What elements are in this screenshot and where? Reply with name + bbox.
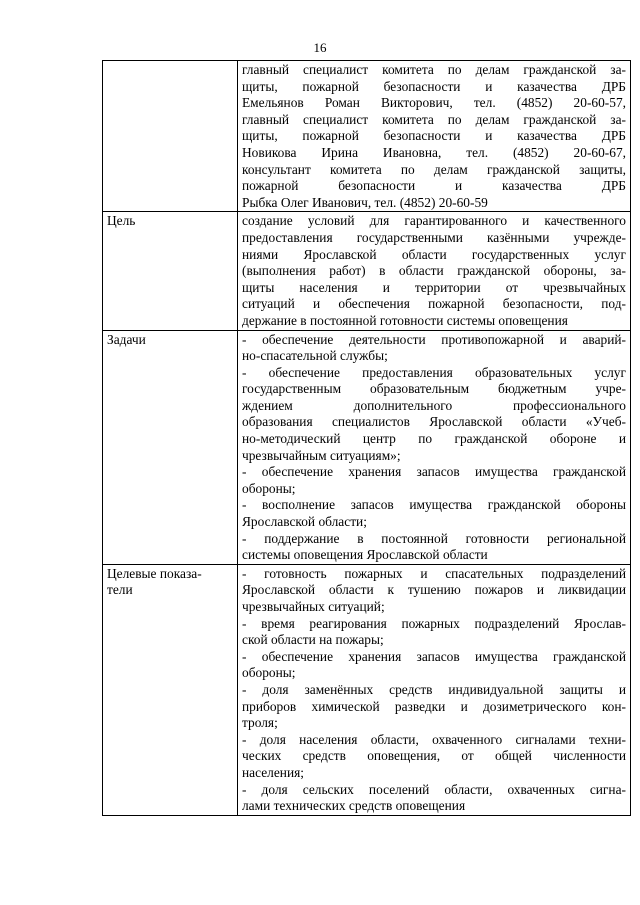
row-value-line: - доля населения области, охваченного сигналами техни-	[242, 731, 626, 747]
row-value-line: обороны;	[242, 480, 296, 496]
row-value-line: главный специалист комитета по делам гражданской за-	[242, 62, 626, 77]
row-label-line: тели	[107, 582, 133, 598]
row-label-cell	[103, 564, 238, 815]
row-value-cell	[238, 212, 631, 330]
row-value-line: - поддержание в постоянной готовности региональной	[242, 530, 626, 546]
row-value-line: ситуаций и обеспечения пожарной безопасности, под-	[242, 296, 626, 312]
program-passport-table	[102, 60, 631, 816]
row-value-line: ской области на пожары;	[242, 632, 384, 648]
row-label-line: Целевые показа-	[107, 565, 202, 581]
row-value-line: главный специалист комитета по делам гражданской за-	[242, 111, 626, 127]
row-value-line: - обеспечение хранения запасов имущества гражданской	[242, 648, 626, 664]
row-value-line: ждением дополнительного профессионального	[242, 397, 626, 413]
row-value-line: - время реагирования пожарных подразделений Ярослав-	[242, 615, 626, 631]
page-number: 16	[313, 40, 327, 55]
goal-row	[103, 212, 631, 330]
row-value-line: - обеспечение предоставления образовательных услуг	[242, 364, 626, 380]
row-label-cell	[103, 61, 238, 212]
row-value-line: предоставления государственными казёнными учрежде-	[242, 229, 626, 245]
tasks-row	[103, 330, 631, 564]
row-value-line: ческих средств оповещения, от общей численности	[242, 748, 626, 764]
row-value-line: системы оповещения Ярославской области	[242, 547, 488, 563]
row-value-line: щиты, пожарной безопасности и казачества ДРБ	[242, 128, 626, 144]
row-value-line: образования специалистов Ярославской области «Учеб-	[242, 414, 626, 430]
row-value-cell	[238, 564, 631, 815]
responsible-persons-row	[103, 61, 631, 212]
row-value-line: Новикова Ирина Ивановна, тел. (4852) 20-60-67,	[242, 144, 626, 160]
row-value-line: но-спасательной службы;	[242, 348, 388, 364]
row-label-line: Цель	[107, 213, 136, 229]
row-value-line: - обеспечение деятельности противопожарной и аварий-	[242, 331, 626, 347]
row-value-line: чрезвычайным ситуациям»;	[242, 447, 401, 463]
row-value-cell	[238, 61, 631, 212]
row-label-cell	[103, 212, 238, 330]
row-value-line: - восполнение запасов имущества гражданской обороны	[242, 497, 626, 513]
row-value-line: чрезвычайных ситуаций;	[242, 599, 385, 614]
row-value-line: Ярославской области к тушению пожаров и ликвидации	[242, 582, 626, 598]
row-value-line: Ярославской области;	[242, 514, 367, 530]
row-value-line: лами технических средств оповещения	[242, 798, 466, 814]
row-value-line: держание в постоянной готовности системы оповещения	[242, 312, 568, 328]
row-value-line: (выполнения работ) в области гражданской обороны, за-	[242, 263, 626, 279]
row-value-line: создание условий для гарантированного и качественного	[242, 213, 626, 229]
row-value-line: обороны;	[242, 665, 296, 681]
row-value-line: населения;	[242, 764, 304, 780]
row-value-line: ниями Ярославской области государственных услуг	[242, 246, 626, 262]
row-value-line: - доля сельских поселений области, охваченных сигна-	[242, 781, 626, 797]
row-value-line: но-методический центр по гражданской обороне и	[242, 431, 626, 447]
row-label-cell	[103, 330, 238, 564]
row-value-line: Рыбка Олег Иванович, тел. (4852) 20-60-59	[242, 194, 488, 210]
row-value-line: - готовность пожарных и спасательных подразделений	[242, 565, 626, 581]
row-value-line: - доля заменённых средств индивидуальной защиты и	[242, 681, 626, 697]
row-value-line: пожарной безопасности и казачества ДРБ	[242, 178, 626, 194]
row-value-line: приборов химической разведки и дозиметрического кон-	[242, 698, 626, 714]
row-value-line: консультант комитета по делам гражданской защиты,	[242, 161, 626, 177]
row-label-line: Задачи	[107, 331, 146, 347]
row-value-line: троля;	[242, 715, 278, 731]
row-value-line: щиты, пожарной безопасности и казачества ДРБ	[242, 78, 626, 94]
row-value-line: - обеспечение хранения запасов имущества гражданской	[242, 464, 626, 480]
target-indicators-row	[103, 564, 631, 815]
row-value-line: Емельянов Роман Викторович, тел. (4852) 20-60-57,	[242, 95, 626, 111]
row-value-cell	[238, 330, 631, 564]
row-value-line: государственным образовательным бюджетным учре-	[242, 381, 626, 397]
row-value-line: щиты населения и территории от чрезвычайных	[242, 279, 626, 295]
